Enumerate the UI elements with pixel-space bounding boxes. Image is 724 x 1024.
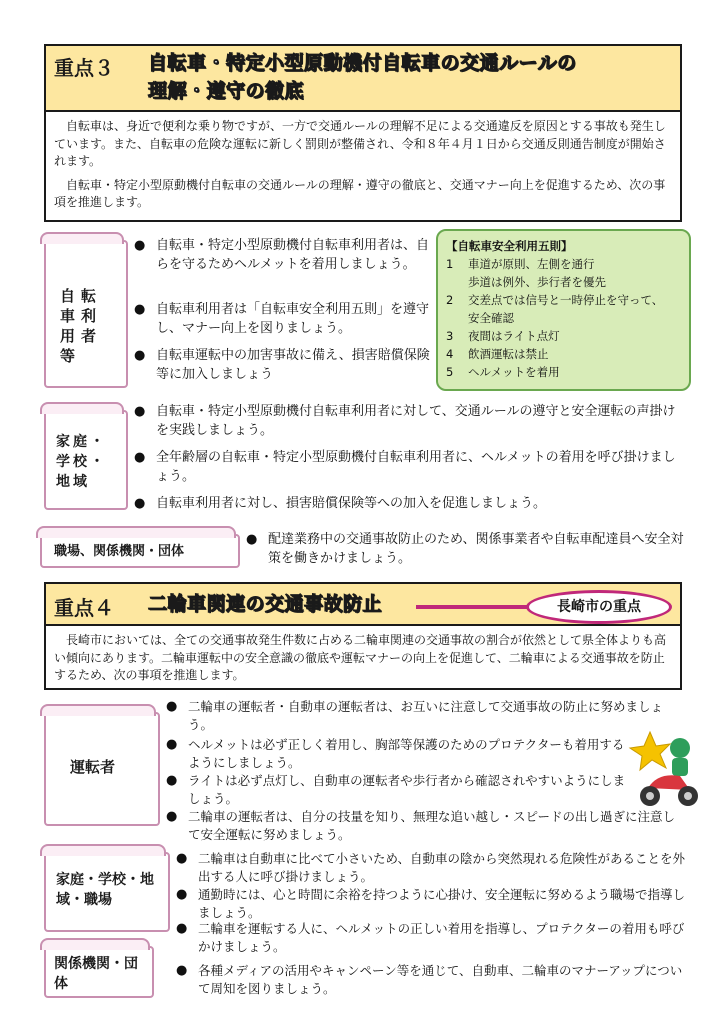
label-drivers-text: 運転者 — [70, 758, 116, 776]
s4-drivers-item-2: ● ヘルメットは必ず正しく着用し、胸部等保護のためのプロテクターも着用するようにしましょう。 — [166, 736, 636, 772]
label-home-school-community — [44, 410, 128, 510]
section3-title-line2: 理解・遵守の徹底 — [148, 80, 305, 102]
s3-cyclists-item-1: ● 自転車・特定小型原動機付自転車利用者は、自らを守るためヘルメットを着用しましょう。 — [134, 236, 434, 274]
label-home-school-community-work-text: 家庭・学校・地域・職場 — [56, 872, 154, 908]
label-workplace-orgs — [40, 534, 240, 568]
s3-home-item-3: ● 自転車利用者に対し、損害賠償保険等への加入を促進しましょう。 — [134, 494, 684, 513]
label-cyclists-text: 自転車利用者等 — [60, 287, 103, 365]
five-rules-row: 安全確認 — [468, 311, 514, 325]
label-orgs — [44, 946, 154, 998]
s4-orgs-item-1: ● 各種メディアの活用やキャンペーン等を通じて、自動車、二輪車のマナーアップについて周知を図りましょう。 — [176, 962, 688, 998]
section4-title: 二輪車関連の交通事故防止 — [148, 593, 383, 615]
five-rules-row: 1 車道が原則、左側を通行 — [446, 257, 595, 271]
five-rules-title: 【自転車安全利用五則】 — [446, 239, 573, 253]
s3-cyclists-item-2: ● 自転車利用者は「自転車安全利用五則」を遵守し、マナー向上を図りましょう。 — [134, 300, 434, 338]
section3-header — [44, 44, 682, 112]
label-drivers — [44, 712, 160, 826]
section4-intro: 長崎市においては、全ての交通事故発生件数に占める二輪車関連の交通事故の割合が依然として県全体よりも高い傾向にあります。二輪車運転中の安全意識の徹底や運転マナーの向上を促進して、二輪車による交通事故を防止するため、次の事項を推進します。 — [44, 626, 682, 690]
s3-home-item-1: ● 自転車・特定小型原動機付自転車利用者に対して、交通ルールの遵守と安全運転の声掛けを実践しましょう。 — [134, 402, 684, 440]
s3-cyclists-item-3: ● 自転車運転中の加害事故に備え、損害賠償保険等に加入しましょう — [134, 346, 434, 384]
s4-drivers-item-4: ● 二輪車の運転者は、自分の技量を知り、無理な追い越し・スピードの出し過ぎに注意して安全運転に努めましょう。 — [166, 808, 686, 844]
s4-home-item-1: ● 二輪車は自動車に比べて小さいため、自動車の陰から突然現れる危険性があることを外出する人に呼び掛けましょう。 — [176, 850, 688, 886]
section3-intro — [44, 112, 682, 222]
section3-intro-p2: 自転車・特定小型原動機付自転車の交通ルールの理解・遵守の徹底と、交通マナー向上を促進するため、次の事項を推進します。 — [54, 177, 666, 209]
five-rules-box — [436, 229, 691, 391]
five-rules-row: 4 飲酒運転は禁止 — [446, 347, 549, 361]
five-rules-row: 2 交差点では信号と一時停止を守って、 — [446, 293, 664, 307]
label-workplace-orgs-text: 職場、関係機関・団体 — [54, 544, 185, 559]
five-rules-row: 歩道は例外、歩行者を優先 — [468, 275, 606, 289]
label-orgs-text: 関係機関・団体 — [54, 956, 138, 992]
s4-drivers-item-1: ● 二輪車の運転者・自動車の運転者は、お互いに注意して交通事故の防止に努めましょう。 — [166, 698, 686, 734]
five-rules-row: 5 ヘルメットを着用 — [446, 365, 560, 379]
nagasaki-priority-badge: 長崎市の重点 — [526, 590, 672, 624]
label-home-school-community-work — [44, 852, 170, 932]
motorcycle-rider-illustration — [628, 728, 702, 810]
s4-drivers-item-3: ● ライトは必ず点灯し、自動車の運転者や歩行者から確認されやすいようにしましょう。 — [166, 772, 636, 808]
five-rules-row: 3 夜間はライト点灯 — [446, 329, 560, 343]
s4-home-item-3: ● 二輪車を運転する人に、ヘルメットの正しい着用を指導し、プロテクターの着用も呼びかけましょう。 — [176, 920, 688, 956]
label-cyclists — [44, 240, 128, 388]
section3-title-line1: 自転車・特定小型原動機付自転車の交通ルールの — [148, 52, 577, 74]
label-home-school-community-text: 家庭・学校・地域 — [56, 434, 107, 490]
section4-number: 重点４ — [54, 596, 114, 620]
s4-home-item-2: ● 通勤時には、心と時間に余裕を持つように心掛け、安全運転に努めるよう職場で指導しましょう。 — [176, 886, 688, 922]
section3-intro-p1: 自転車は、身近で便利な乗り物ですが、一方で交通ルールの理解不足による交通違反を原因とする事故も発生しています。また、自転車の危険な運転に新しく罰則が整備され、令和８年４月１日から交通反則通告制度が開始されます。 — [54, 119, 666, 168]
s3-home-item-2: ● 全年齢層の自転車・特定小型原動機付自転車利用者に、ヘルメットの着用を呼び掛けましょう。 — [134, 448, 684, 486]
s3-workplace-item-1: ● 配達業務中の交通事故防止のため、関係事業者や自転車配達員へ安全対策を働きかけましょう。 — [246, 530, 686, 568]
section3-number: 重点３ — [54, 56, 114, 80]
